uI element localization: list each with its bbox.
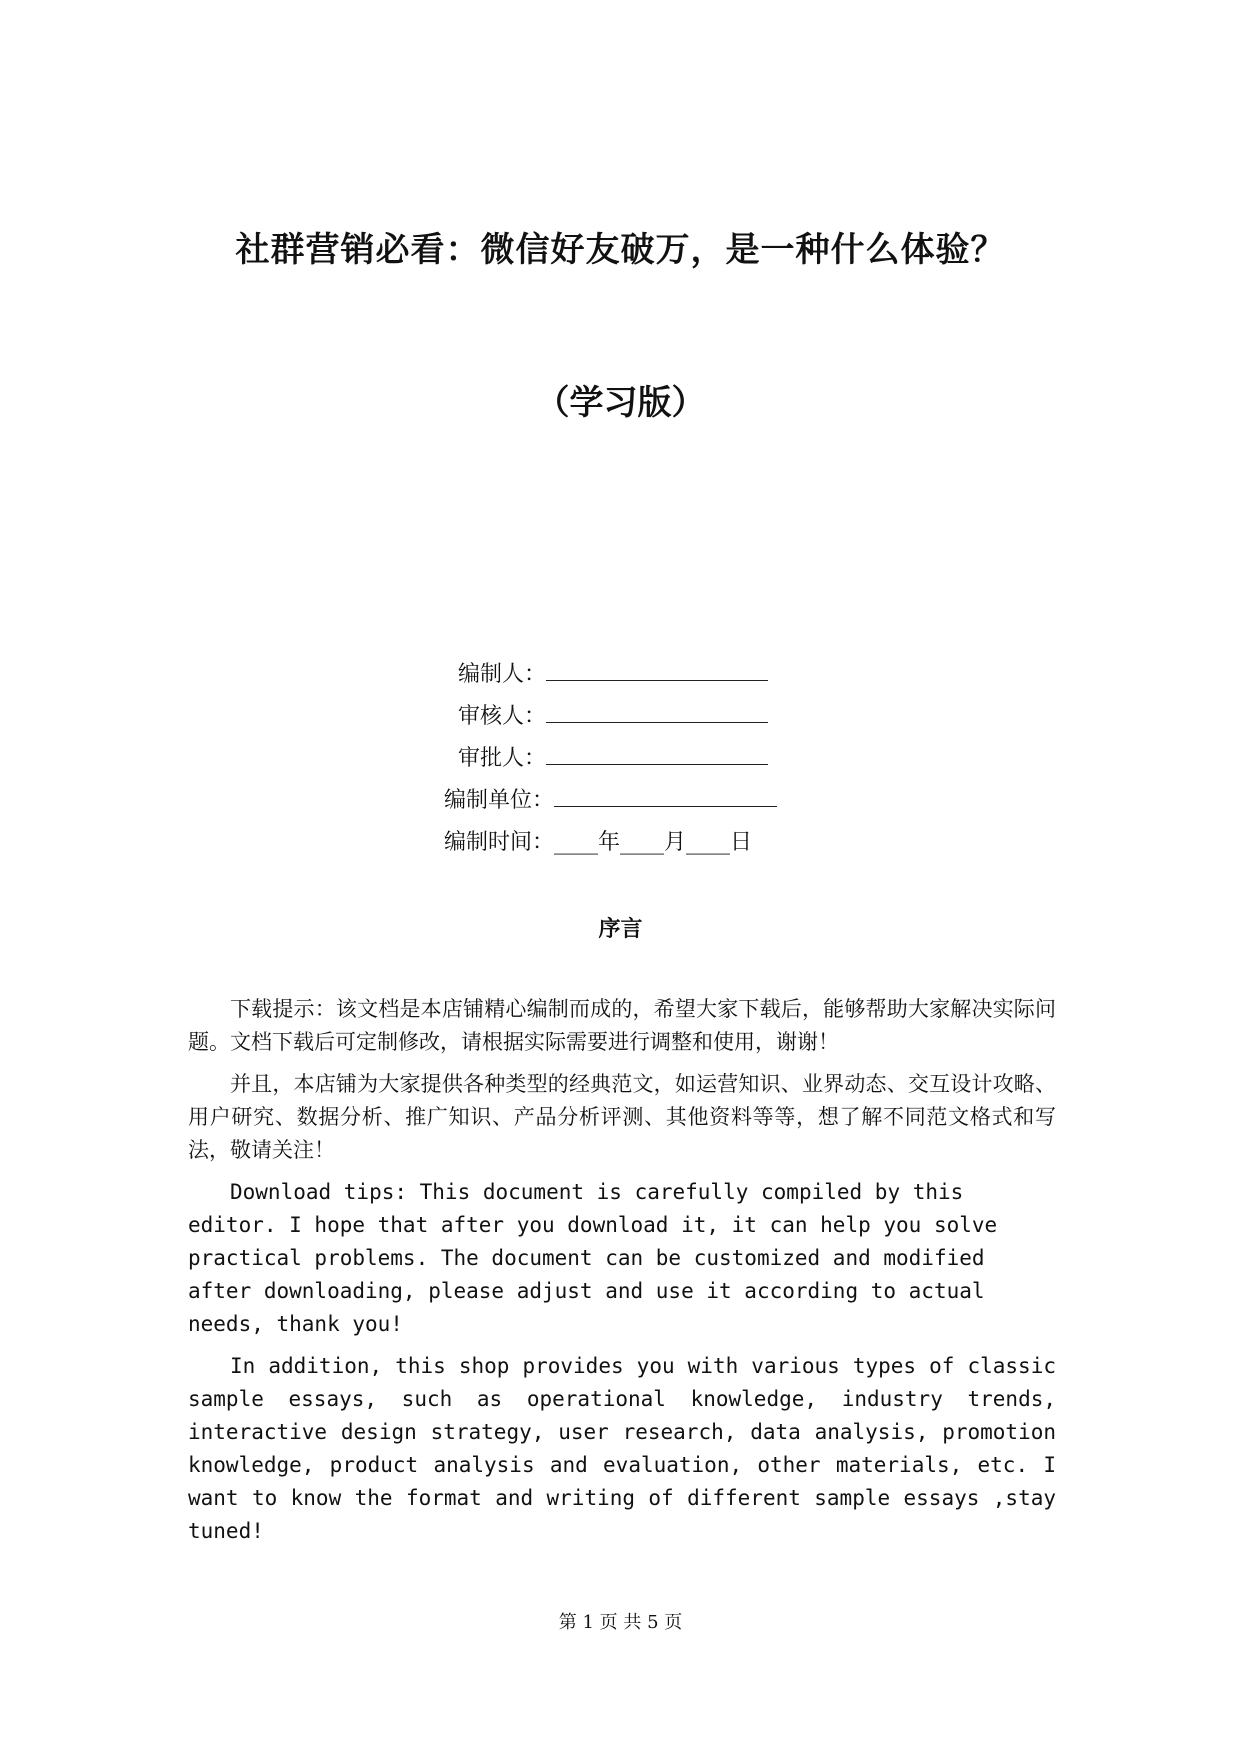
reviewer-label: 审核人：	[458, 704, 547, 729]
year-label: 年	[598, 830, 621, 855]
compiler-field[interactable]	[546, 658, 768, 681]
approver-field[interactable]	[546, 742, 768, 765]
reviewer-field[interactable]	[546, 700, 768, 723]
unit-row	[444, 784, 777, 818]
approver-label: 审批人：	[458, 746, 547, 771]
document-title: 社群营销必看：微信好友破万，是一种什么体验？	[235, 230, 1006, 270]
document-subtitle: （学习版）	[535, 383, 706, 423]
month-blank[interactable]: ____	[620, 830, 665, 855]
approver-row	[458, 742, 768, 776]
preface-heading: 序言	[598, 917, 643, 942]
day-label: 日	[730, 830, 753, 855]
compiler-row	[458, 658, 768, 692]
compiler-label: 编制人：	[458, 662, 547, 687]
paragraph-shop-info-en: In addition, this shop provides you with various types of classic sample essays, such as operational knowledge, industry trends, interactive design strategy, user research, data analysis, promotion knowledge, product analysis and evaluation, other materials, etc. I want to know the format and writing of different sample essays ,stay tuned!	[188, 1354, 1056, 1543]
time-row	[444, 826, 752, 860]
paragraph-download-tip-cn: 下载提示：该文档是本店铺精心编制而成的，希望大家下载后，能够帮助大家解决实际问题。文档下载后可定制修改，请根据实际需要进行调整和使用，谢谢！	[188, 997, 1056, 1054]
year-blank[interactable]: ____	[554, 830, 599, 855]
day-blank[interactable]: ____	[686, 830, 731, 855]
preface-body	[188, 993, 1056, 1557]
paragraph-download-tip-en: Download tips: This document is carefully compiled by this editor. I hope that after you download it, it can help you solve practical problems. The document can be customized and modified after downloading, please adjust and use it according to actual needs, thank you!	[188, 1180, 998, 1336]
unit-field[interactable]	[554, 784, 777, 807]
paragraph-shop-info-cn: 并且，本店铺为大家提供各种类型的经典范文，如运营知识、业界动态、交互设计攻略、用户研究、数据分析、推广知识、产品分析评测、其他资料等等，想了解不同范文格式和写法，敬请关注！	[188, 1072, 1056, 1162]
unit-label: 编制单位：	[444, 788, 555, 813]
time-label: 编制时间：	[444, 830, 555, 855]
page-footer: 第 1 页 共 5 页	[558, 1612, 683, 1633]
month-label: 月	[664, 830, 687, 855]
reviewer-row	[458, 700, 768, 734]
